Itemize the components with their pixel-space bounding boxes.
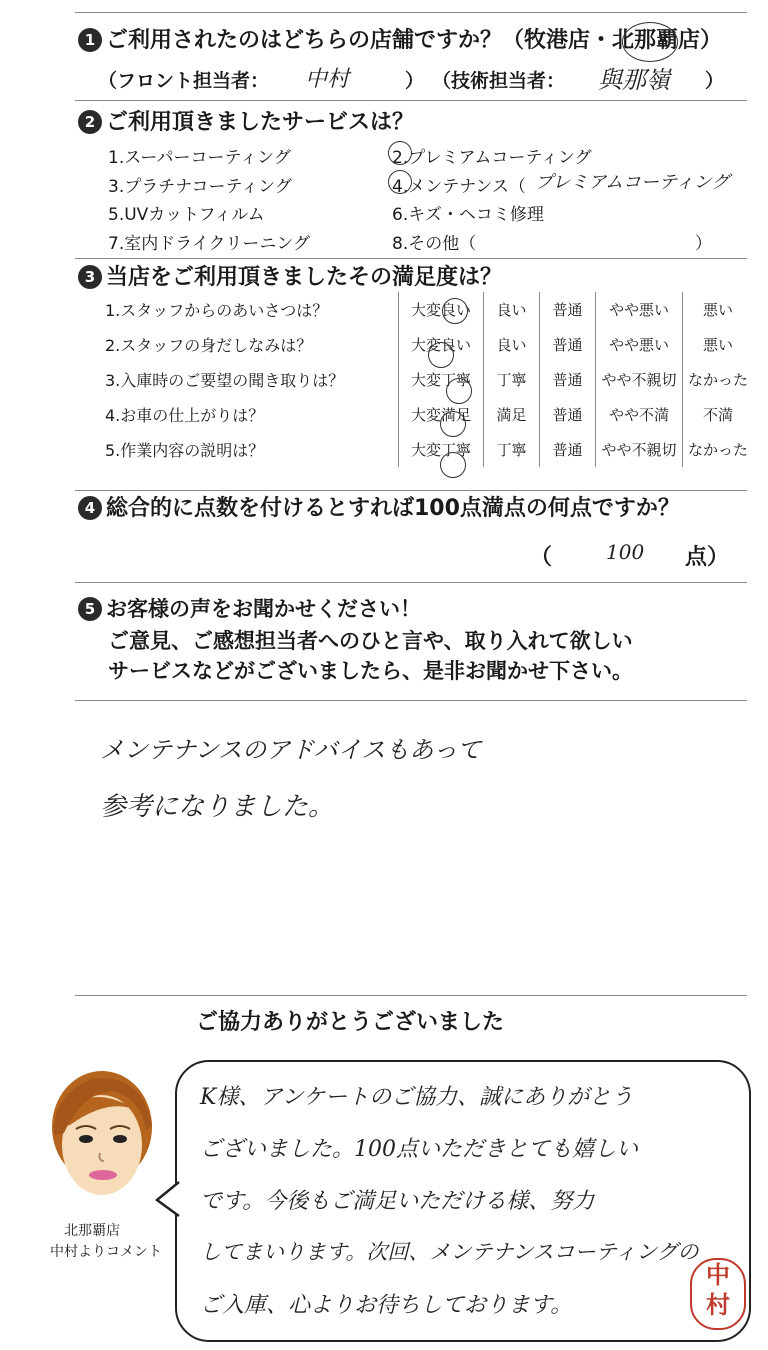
- service-option: 8.その他（: [392, 234, 477, 254]
- score-unit: 点）: [685, 545, 730, 570]
- satisfaction-table: [105, 292, 753, 467]
- rating-cell: 普通: [540, 327, 596, 362]
- q4-number: 4: [78, 496, 102, 520]
- service-option: 4.メンテナンス（: [392, 177, 526, 197]
- front-staff-value: 中村: [305, 67, 350, 92]
- q4-title: 4 総合的に点数を付けるとすれば100点満点の何点ですか？: [78, 494, 680, 524]
- bubble-tail: [155, 1180, 181, 1220]
- question-cell: 5.作業内容の説明は？: [105, 441, 265, 460]
- rating-cell: なかった: [683, 362, 754, 397]
- rating-cell: 良い: [484, 327, 540, 362]
- tech-staff-label: （技術担当者：: [432, 70, 566, 92]
- q5-number: 5: [78, 597, 102, 621]
- staff-avatar: [42, 1065, 162, 1205]
- score-open: （: [530, 545, 553, 570]
- front-staff-label: （フロント担当者：: [98, 70, 270, 92]
- q2-number: 2: [78, 110, 102, 134]
- rating-cell: 普通: [540, 292, 596, 327]
- rating-cell: やや悪い: [596, 327, 683, 362]
- rating-cell: 普通: [540, 362, 596, 397]
- rating-circle: [440, 411, 466, 437]
- rating-cell: やや不親切: [596, 432, 683, 467]
- rating-cell: なかった: [683, 432, 754, 467]
- divider: [75, 12, 747, 13]
- rating-cell: 不満: [683, 397, 754, 432]
- rating-circle: [446, 378, 472, 404]
- staff-comment-label: 中村よりコメント: [50, 1244, 162, 1260]
- rating-cell: やや不親切: [596, 362, 683, 397]
- divider: [75, 490, 747, 491]
- q5-title: 5 お客様の声をお聞かせください！: [78, 594, 421, 624]
- rating-circle: [428, 342, 454, 368]
- reply-line: ございました。100点いただきとても嬉しい: [200, 1137, 638, 1162]
- service-option: 2.プレミアムコーティング: [392, 148, 592, 168]
- rating-cell: 悪い: [683, 292, 754, 327]
- table-row: [105, 292, 753, 327]
- table-row: [105, 362, 753, 397]
- rating-cell: 大変丁寧: [399, 432, 484, 467]
- question-cell: 3.入庫時のご要望の聞き取りは？: [105, 371, 345, 390]
- q5-line: ご意見、ご感想担当者へのひと言や、取り入れて欲しい: [108, 629, 633, 653]
- rating-cell: 良い: [484, 292, 540, 327]
- rating-cell: やや悪い: [596, 292, 683, 327]
- customer-comment-line: メンテナンスのアドバイスもあって: [100, 736, 482, 764]
- rating-cell: 大変丁寧: [399, 362, 484, 397]
- selected-store-circle: [622, 22, 678, 62]
- divider: [75, 582, 747, 583]
- service-option: 1.スーパーコーティング: [108, 148, 291, 168]
- tech-staff-close: ）: [705, 70, 725, 92]
- score-value: 100: [606, 540, 645, 564]
- selected-service-circle: [388, 170, 412, 194]
- divider: [75, 995, 747, 996]
- q2-title: 2 ご利用頂きましたサービスは？: [78, 108, 414, 138]
- q3-number: 3: [78, 265, 102, 289]
- rating-cell: 悪い: [683, 327, 754, 362]
- divider: [75, 100, 747, 101]
- q1-number: 1: [78, 28, 102, 52]
- table-row: [105, 432, 753, 467]
- service-option: 7.室内ドライクリーニング: [108, 234, 311, 254]
- customer-comment-line: 参考になりました。: [100, 792, 335, 822]
- selected-service-circle: [388, 141, 412, 165]
- staff-store: 北那覇店: [64, 1223, 120, 1239]
- rating-circle: [440, 452, 466, 478]
- service-option-close: ）: [695, 234, 712, 254]
- question-cell: 2.スタッフの身だしなみは？: [105, 336, 313, 355]
- q5-line: サービスなどがございましたら、是非お聞かせ下さい。: [108, 659, 633, 683]
- tech-staff-value: 與那嶺: [598, 66, 670, 94]
- question-cell: 4.お車の仕上がりは？: [105, 406, 265, 425]
- rating-cell: 丁寧: [484, 362, 540, 397]
- rating-cell: 大変満足: [399, 397, 484, 432]
- q3-title: 3 当店をご利用頂きましたその満足度は？: [78, 263, 502, 293]
- front-staff-close: ）: [405, 70, 425, 92]
- rating-cell: 普通: [540, 432, 596, 467]
- rating-circle: [442, 298, 468, 324]
- reply-line: してまいります。次回、メンテナンスコーティングの: [200, 1240, 699, 1264]
- rating-cell: 満足: [484, 397, 540, 432]
- divider: [75, 700, 747, 701]
- service-option: 3.プラチナコーティング: [108, 177, 292, 197]
- service-option-note: プレミアムコーティング: [535, 172, 730, 193]
- service-option: 6.キズ・ヘコミ修理: [392, 205, 544, 225]
- service-option: 5.UVカットフィルム: [108, 205, 265, 225]
- rating-cell: 大変良い: [399, 327, 484, 362]
- rating-cell: 丁寧: [484, 432, 540, 467]
- reply-line: です。今後もご満足いただける様、努力: [200, 1189, 595, 1214]
- rating-cell: 普通: [540, 397, 596, 432]
- rating-cell: やや不満: [596, 397, 683, 432]
- q1-title: 1 ご利用されたのはどちらの店舗ですか？（牧港店・北那覇店）: [78, 26, 722, 56]
- name-seal: 中 村: [690, 1258, 746, 1330]
- reply-line: K様、アンケートのご協力、誠にありがとう: [200, 1085, 634, 1110]
- thanks-heading: ご協力ありがとうございました: [196, 1010, 505, 1035]
- divider: [75, 258, 747, 259]
- rating-cell: 大変良い: [399, 292, 484, 327]
- table-row: [105, 397, 753, 432]
- reply-line: ご入庫、心よりお待ちしております。: [200, 1293, 573, 1318]
- question-cell: 1.スタッフからのあいさつは？: [105, 301, 329, 320]
